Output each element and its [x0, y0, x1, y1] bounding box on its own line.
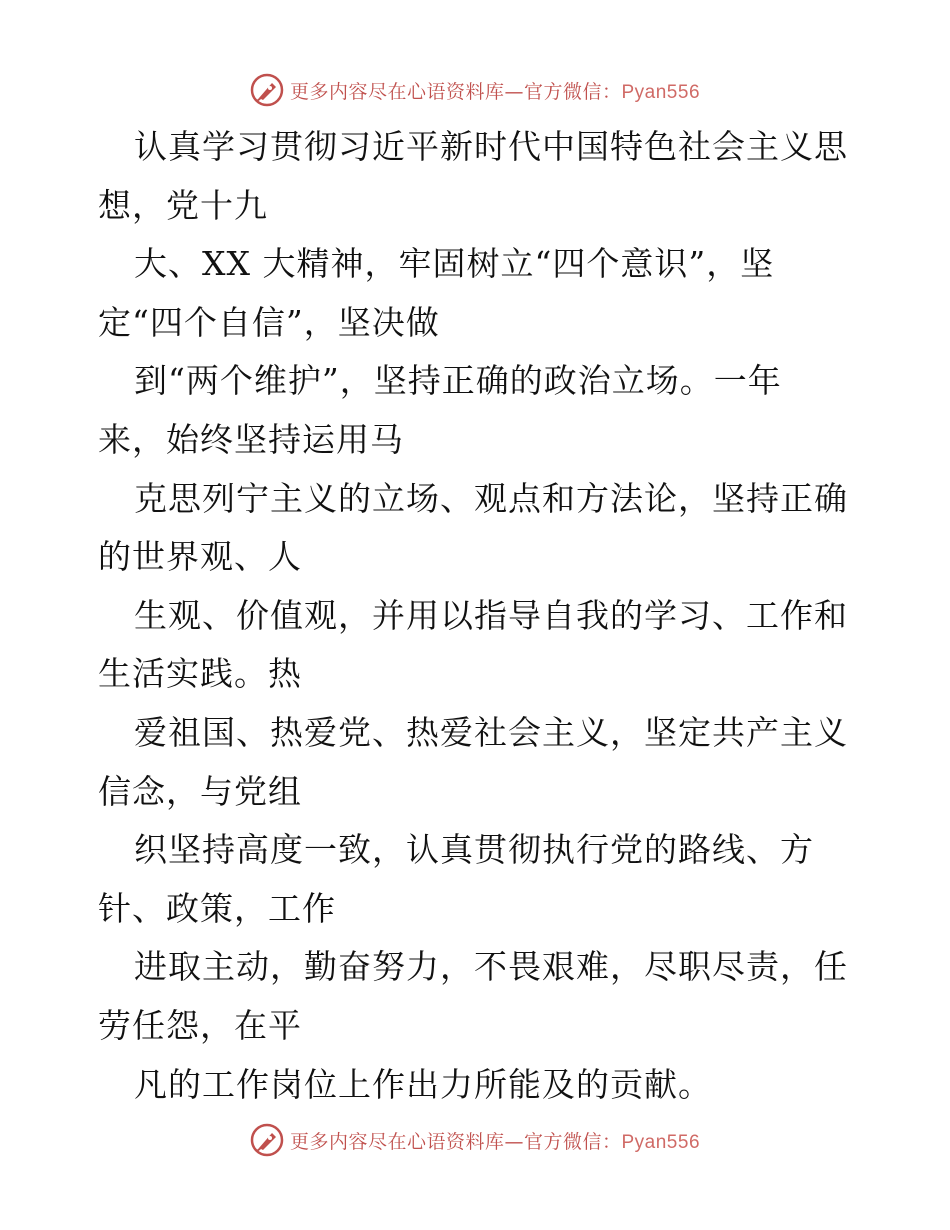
- body-line: 想，党十九: [98, 185, 268, 225]
- body-line: 凡的工作岗位上作出力所能及的贡献。: [134, 1064, 712, 1104]
- footer-banner-separator: —: [504, 1130, 524, 1153]
- header-banner-main: 更多内容尽在心语资料库: [289, 80, 505, 103]
- footer-banner-contact: 官方微信：: [523, 1130, 622, 1153]
- body-line: 针、政策，工作: [98, 888, 336, 928]
- body-line: 到“两个维护”，坚持正确的政治立场。一年: [134, 361, 782, 401]
- body-line: 劳任怨，在平: [98, 1005, 302, 1045]
- body-line: 来，始终坚持运用马: [98, 419, 404, 459]
- body-line: 信念，与党组: [98, 771, 302, 811]
- body-line: 认真学习贯彻习近平新时代中国特色社会主义思: [134, 127, 848, 166]
- header-banner: [0, 68, 950, 112]
- pen-nib-logo-icon: [250, 73, 284, 107]
- footer-banner-main: 更多内容尽在心语资料库: [289, 1130, 505, 1153]
- body-line: 生观、价值观，并用以指导自我的学习、工作和: [134, 595, 848, 635]
- header-banner-text: [290, 77, 700, 104]
- body-line: 克思列宁主义的立场、观点和方法论，坚持正确: [134, 478, 848, 518]
- footer-banner: [0, 1118, 950, 1162]
- header-banner-wechat-id: Pyan556: [621, 81, 701, 103]
- body-line: 定“四个自信”，坚决做: [98, 302, 440, 342]
- footer-banner-text: [290, 1127, 700, 1154]
- header-banner-separator: —: [504, 80, 524, 103]
- body-line: 爱祖国、热爱党、热爱社会主义，坚定共产主义: [134, 712, 848, 752]
- pen-nib-logo-icon: [250, 1123, 284, 1157]
- header-banner-contact: 官方微信：: [523, 80, 622, 103]
- footer-banner-wechat-id: Pyan556: [621, 1131, 701, 1153]
- body-line: 大、XX 大精神，牢固树立“四个意识”，坚: [134, 244, 775, 284]
- body-line: 织坚持高度一致，认真贯彻执行党的路线、方: [134, 830, 814, 870]
- body-line: 生活实践。热: [98, 654, 302, 694]
- body-line: 的世界观、人: [98, 537, 302, 577]
- document-body: [98, 118, 858, 1114]
- body-line: 进取主动，勤奋努力，不畏艰难，尽职尽责，任: [134, 947, 848, 987]
